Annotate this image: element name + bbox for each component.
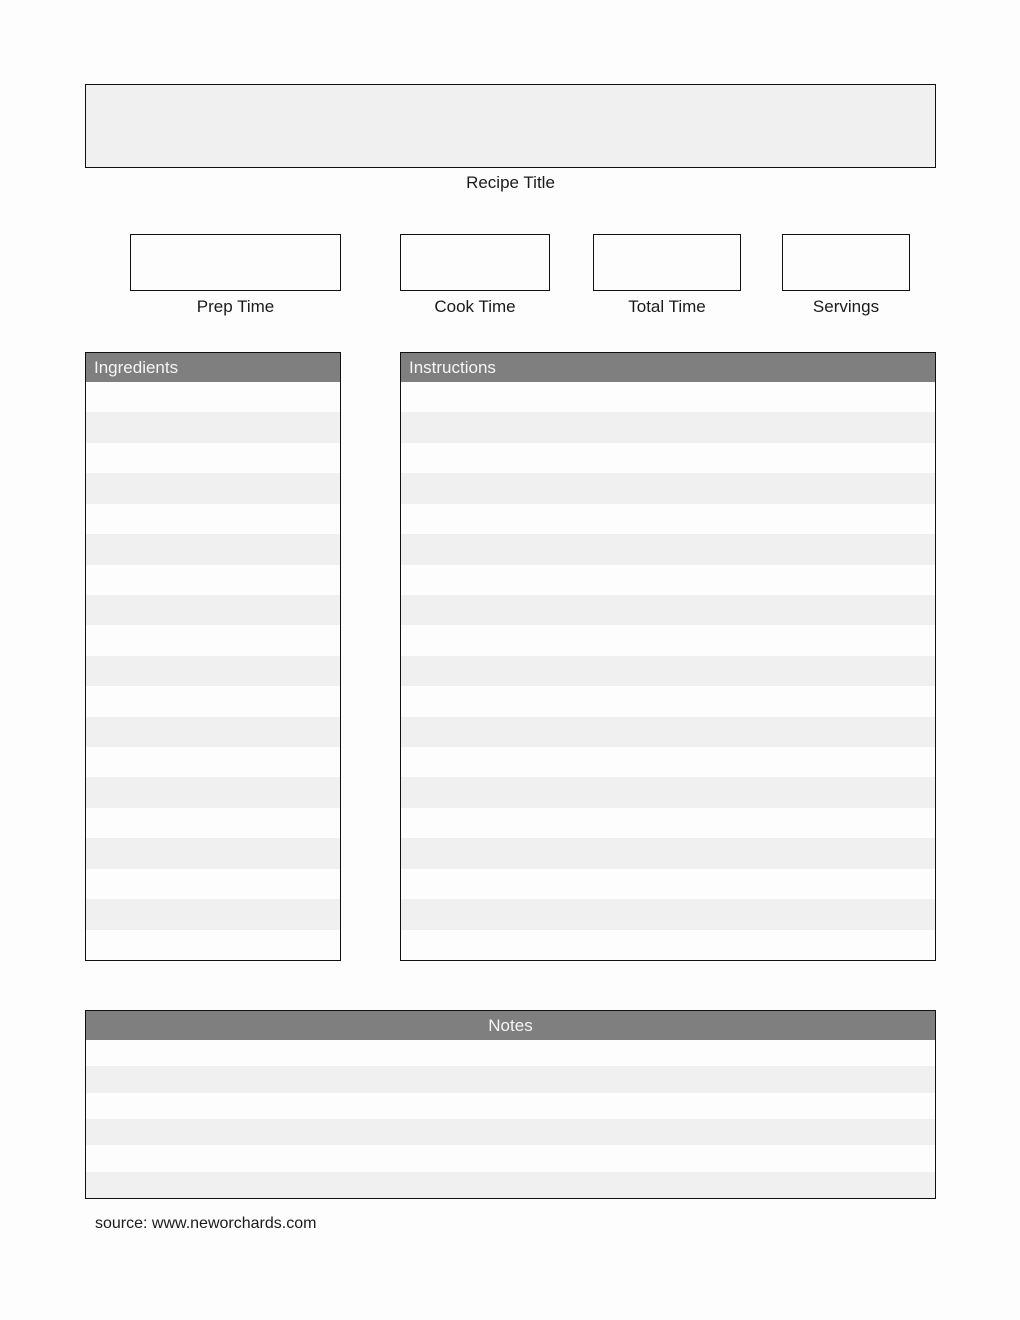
ingredient-row-input[interactable] (86, 504, 340, 534)
instructions-panel (400, 352, 936, 961)
ingredient-row-input[interactable] (86, 808, 340, 838)
servings-input[interactable] (782, 234, 910, 291)
ingredient-row-input[interactable] (86, 686, 340, 716)
prep-time-label: Prep Time (196, 297, 275, 316)
note-row-input[interactable] (86, 1066, 935, 1092)
instruction-row-input[interactable] (401, 443, 935, 473)
note-row-input[interactable] (86, 1145, 935, 1171)
instruction-row-input[interactable] (401, 534, 935, 564)
ingredient-row-input[interactable] (86, 534, 340, 564)
instruction-row-input[interactable] (401, 686, 935, 716)
note-row-input[interactable] (86, 1040, 935, 1066)
instruction-row-input[interactable] (401, 777, 935, 807)
instruction-row-input[interactable] (401, 899, 935, 929)
ingredient-row-input[interactable] (86, 777, 340, 807)
instruction-row-input[interactable] (401, 595, 935, 625)
ingredient-row-input[interactable] (86, 869, 340, 899)
ingredient-row-input[interactable] (86, 382, 340, 412)
ingredient-row-input[interactable] (86, 625, 340, 655)
ingredients-header: Ingredients (86, 353, 340, 382)
ingredient-row-input[interactable] (86, 565, 340, 595)
servings-label: Servings (812, 297, 880, 316)
note-row-input[interactable] (86, 1093, 935, 1119)
instruction-row-input[interactable] (401, 504, 935, 534)
total-time-label: Total Time (628, 297, 706, 316)
cook-time-input[interactable] (400, 234, 550, 291)
instruction-row-input[interactable] (401, 717, 935, 747)
ingredient-row-input[interactable] (86, 747, 340, 777)
note-row-input[interactable] (86, 1119, 935, 1145)
instruction-row-input[interactable] (401, 747, 935, 777)
instruction-row-input[interactable] (401, 382, 935, 412)
instruction-row-input[interactable] (401, 930, 935, 960)
recipe-title-label: Recipe Title (466, 173, 555, 192)
total-time-input[interactable] (593, 234, 741, 291)
instruction-row-input[interactable] (401, 869, 935, 899)
ingredient-row-input[interactable] (86, 595, 340, 625)
ingredient-row-input[interactable] (86, 838, 340, 868)
instruction-row-input[interactable] (401, 412, 935, 442)
notes-rows (86, 1040, 935, 1198)
ingredient-row-input[interactable] (86, 930, 340, 960)
ingredient-row-input[interactable] (86, 899, 340, 929)
instructions-header: Instructions (401, 353, 935, 382)
cook-time-label: Cook Time (434, 297, 516, 316)
ingredient-row-input[interactable] (86, 656, 340, 686)
instruction-row-input[interactable] (401, 656, 935, 686)
instruction-row-input[interactable] (401, 808, 935, 838)
source-credit: source: www.neworchards.com (95, 1215, 317, 1232)
instruction-row-input[interactable] (401, 625, 935, 655)
recipe-title-input[interactable] (85, 84, 936, 168)
ingredient-row-input[interactable] (86, 717, 340, 747)
ingredient-row-input[interactable] (86, 412, 340, 442)
notes-panel (85, 1010, 936, 1199)
ingredient-row-input[interactable] (86, 443, 340, 473)
instruction-row-input[interactable] (401, 838, 935, 868)
instructions-rows (401, 382, 935, 960)
ingredients-panel (85, 352, 341, 961)
ingredients-rows (86, 382, 340, 960)
instruction-row-input[interactable] (401, 565, 935, 595)
notes-header: Notes (86, 1011, 935, 1040)
ingredient-row-input[interactable] (86, 473, 340, 503)
instruction-row-input[interactable] (401, 473, 935, 503)
note-row-input[interactable] (86, 1172, 935, 1198)
prep-time-input[interactable] (130, 234, 341, 291)
